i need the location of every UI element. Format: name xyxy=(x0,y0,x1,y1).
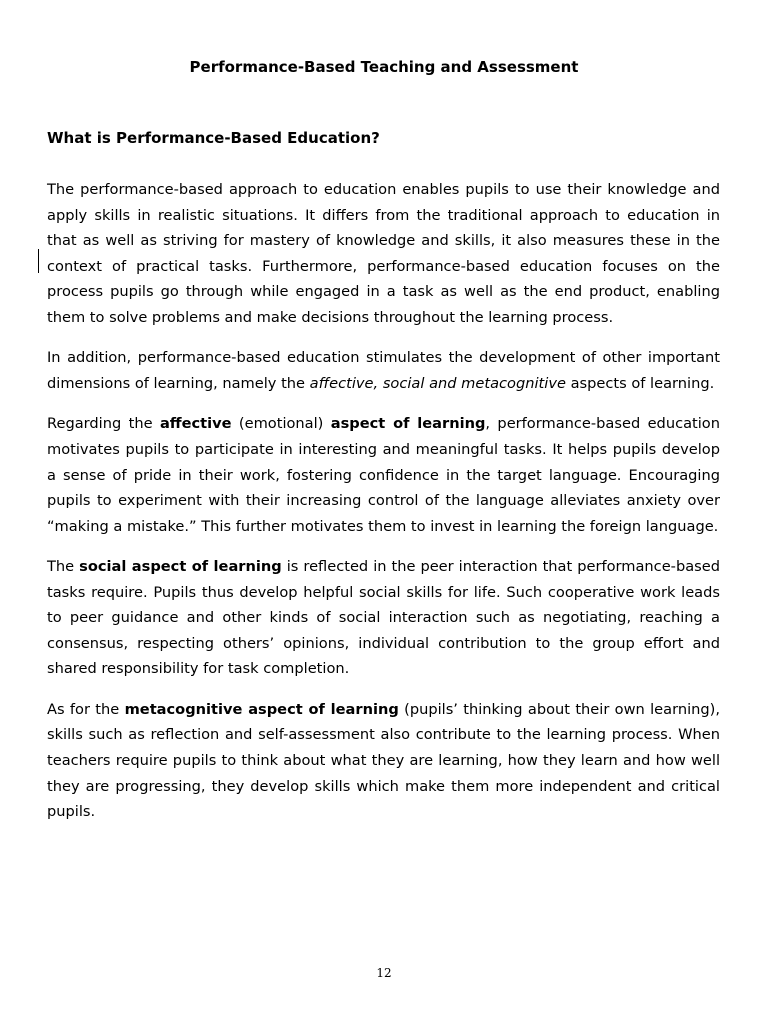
paragraph-social-lead: The xyxy=(47,558,80,576)
document-body[interactable] xyxy=(47,177,720,840)
section-heading: What is Performance-Based Education? xyxy=(47,129,380,147)
page-title: Performance-Based Teaching and Assessment xyxy=(189,58,579,76)
paragraph-social-text: is reflected in the peer interaction that performance-based tasks require. Pupils thus develop helpful social skills for life. Such cooperative work leads to peer guidance and other kinds of social interaction such as negotiating, reaching a consensus, respecting others’ opinions, individual contribution to the group effort and shared responsibility for task completion. xyxy=(47,558,720,678)
paragraph-metacognitive-bold: metacognitive aspect of learning xyxy=(124,700,399,718)
paragraph-dimensions-text: In addition, performance-based education stimulates the development of other important dimensions of learning, namely the xyxy=(47,349,720,392)
paragraph-intro-text: The performance-based approach to education enables pupils to use their knowledge and apply skills in realistic situations. It differs from the traditional approach to education in that as well as striving for mastery of knowledge and skills, it also measures these in the context of practical tasks. Furthermore, performance-based education focuses on the process pupils go through while engaged in a task as well as the end product, enabling them to solve problems and make decisions throughout the learning process. xyxy=(47,181,720,326)
paragraph-affective-lead: Regarding the xyxy=(47,415,160,433)
paragraph-metacognitive xyxy=(47,697,720,825)
revision-change-bar xyxy=(38,249,39,273)
paragraph-dimensions-end: aspects of learning. xyxy=(565,374,715,392)
paragraph-affective-bold-aspect: aspect of learning xyxy=(330,415,486,433)
paragraph-metacognitive-lead: As for the xyxy=(47,700,125,718)
paragraph-affective-text: , performance-based education motivates pupils to participate in interesting and meaningful tasks. It helps pupils develop a sense of pride in their work, fostering confidence in the target language. Encouraging pupils to experiment with their increasing control of the language alleviates anxiety over “making a mistake.” This further motivates them to invest in learning the foreign language. xyxy=(47,415,720,535)
page-number: 12 xyxy=(376,966,392,980)
paragraph-dimensions xyxy=(47,345,720,396)
paragraph-social xyxy=(47,554,720,682)
paragraph-affective-mid: (emotional) xyxy=(231,415,331,433)
paragraph-intro xyxy=(47,177,720,331)
paragraph-affective xyxy=(47,411,720,539)
paragraph-dimensions-italic: affective, social and metacognitive xyxy=(309,374,566,392)
paragraph-metacognitive-text: (pupils’ thinking about their own learning), skills such as reflection and self-assessment also contribute to the learning process. When teachers require pupils to think about what they are learning, how they learn and how well they are progressing, they develop skills which make them more independent and critical pupils. xyxy=(47,700,720,821)
paragraph-affective-bold-term: affective xyxy=(159,415,232,433)
paragraph-social-bold: social aspect of learning xyxy=(79,558,282,576)
